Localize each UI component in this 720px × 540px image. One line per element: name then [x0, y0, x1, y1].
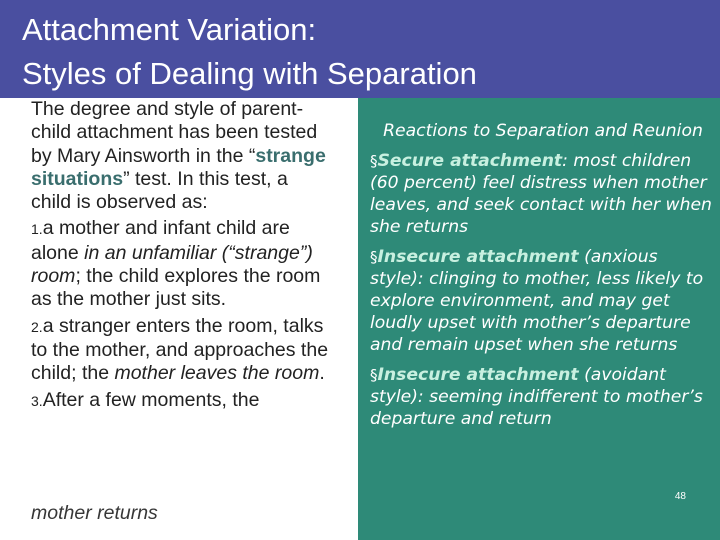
step-1-italic: in an unfamiliar (“strange”) room: [31, 241, 313, 288]
reaction-description: (avoidant style): seeming indifferent to mother’s departure and return: [370, 365, 703, 429]
reaction-item-avoidant: [370, 364, 716, 430]
bullet-icon: §: [370, 366, 378, 384]
reactions-heading: Reactions to Separation and Reunion: [383, 121, 703, 141]
step-2-number: 2.: [31, 318, 43, 335]
step-1-text: a mother and infant child are alone: [31, 217, 290, 264]
step-1-text-end: ; the child explores the room as the mother just sits.: [31, 265, 321, 311]
reactions-panel: [358, 98, 720, 540]
bullet-icon: §: [370, 248, 378, 266]
strange-situations-term: strange situations: [31, 144, 326, 190]
reaction-description: : most children (60 percent) feel distress when mother leaves, and seek contact with her when she returns: [370, 151, 712, 237]
left-text-column: [31, 98, 331, 413]
reaction-item-anxious: [370, 246, 716, 356]
step-3-number: 3.: [31, 392, 43, 409]
page-number: 48: [674, 491, 686, 502]
intro-paragraph: [31, 98, 331, 214]
step-2-text: a stranger enters the room, talks to the mother, and approaches the child; the: [31, 314, 329, 385]
step-3-text: After a few moments, the: [42, 388, 260, 411]
intro-text-end: ” test. In this test, a child is observed as:: [31, 167, 288, 214]
step-2-text-end: .: [319, 362, 325, 385]
slide-title-line-1: Attachment Variation:: [22, 12, 317, 47]
intro-text: The degree and style of parent-child attachment has been tested by Mary Ainsworth in the “: [31, 98, 318, 167]
step-1-number: 1.: [31, 221, 43, 238]
step-2: [31, 315, 331, 386]
reactions-text: [370, 120, 716, 438]
title-bar: [0, 0, 720, 98]
step-1: [31, 217, 331, 311]
step-2-italic: mother leaves the room: [114, 362, 320, 385]
step-3-cut-text: mother returns: [31, 502, 158, 524]
bullet-icon: §: [370, 152, 378, 170]
reaction-item-secure: [370, 150, 716, 238]
step-3: [31, 389, 331, 413]
reaction-term: Insecure attachment: [377, 247, 579, 267]
reaction-description: (anxious style): clinging to mother, less likely to explore environment, and may get loudly upset with mother’s departure and remain upset when she returns: [370, 247, 704, 355]
slide-title-line-2: Styles of Dealing with Separation: [22, 56, 477, 91]
reaction-term: Secure attachment: [377, 151, 563, 171]
reaction-term: Insecure attachment: [377, 365, 579, 385]
